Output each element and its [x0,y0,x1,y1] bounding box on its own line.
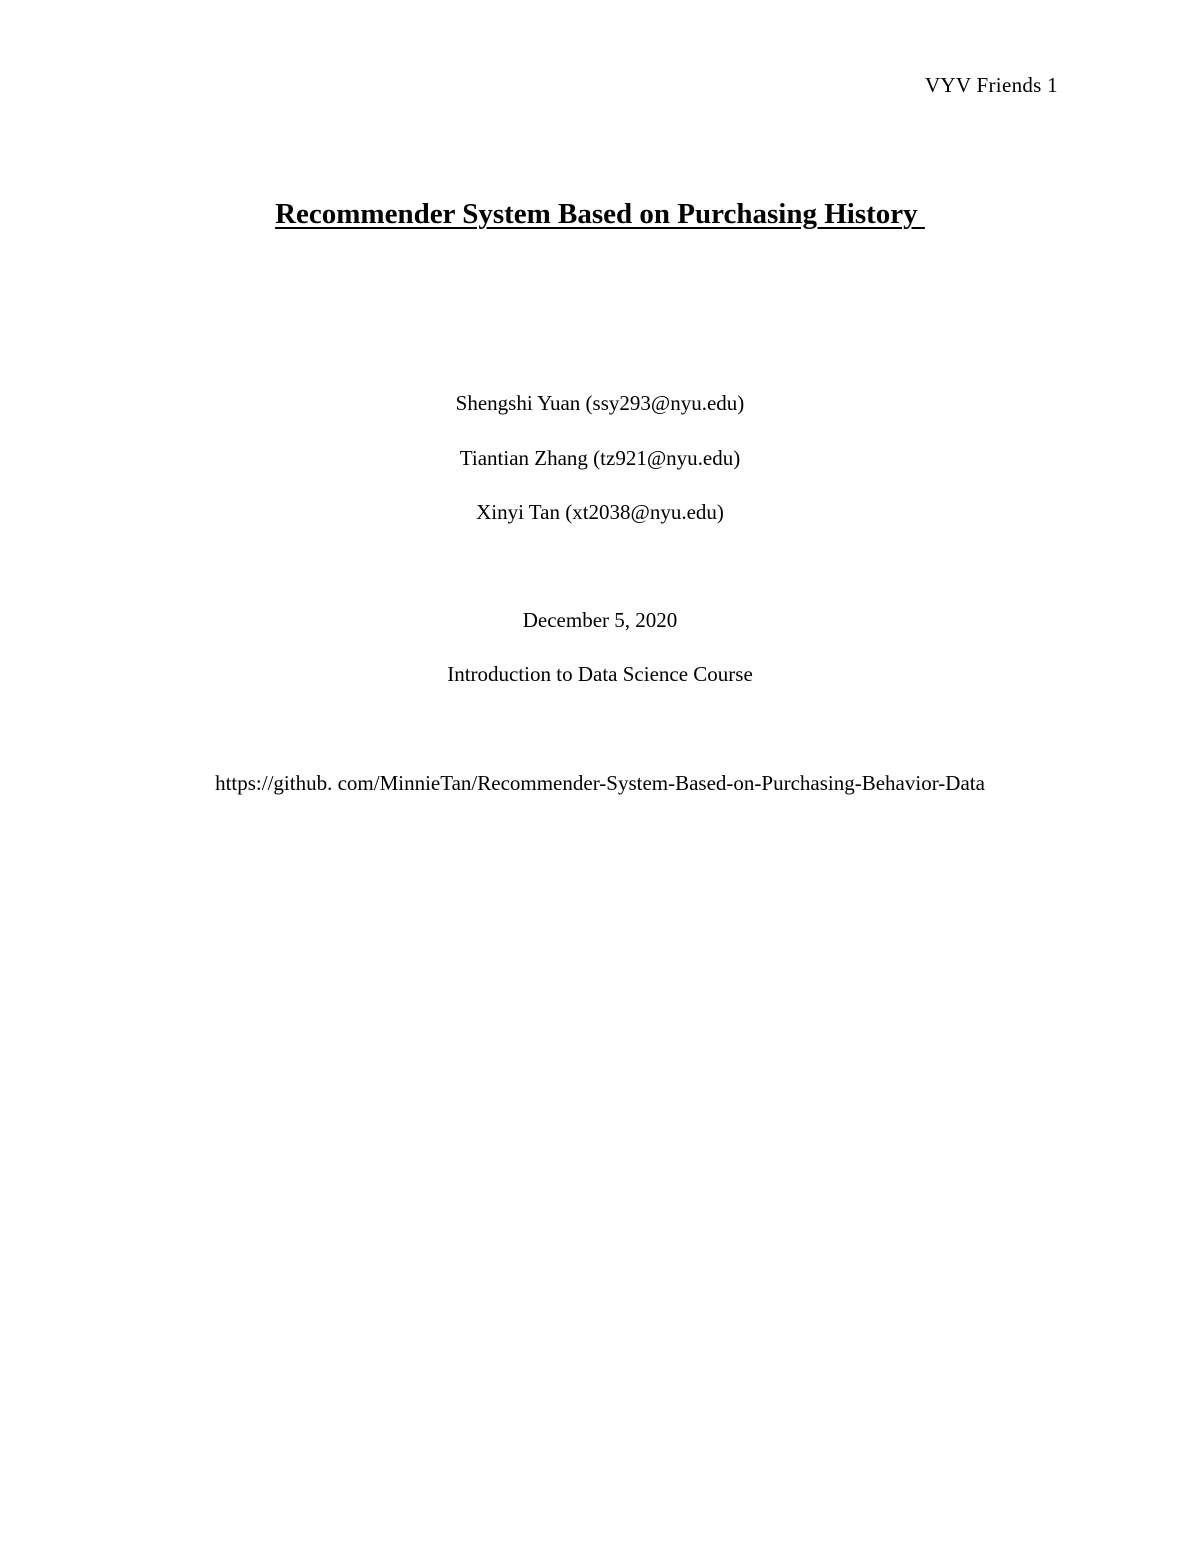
running-head: VYV Friends 1 [924,73,1058,97]
author-line: Xinyi Tan (xt2038@nyu.edu) [476,500,724,524]
course-line: Introduction to Data Science Course [447,662,753,686]
author-line: Shengshi Yuan (ssy293@nyu.edu) [455,391,745,415]
date-line: December 5, 2020 [522,608,678,632]
paper-title: Recommender System Based on Purchasing History [275,198,925,230]
author-line: Tiantian Zhang (tz921@nyu.edu) [459,446,741,470]
repository-link[interactable]: https://github. com/MinnieTan/Recommender-System-Based-on-Purchasing-Behavior-Data [215,771,985,795]
